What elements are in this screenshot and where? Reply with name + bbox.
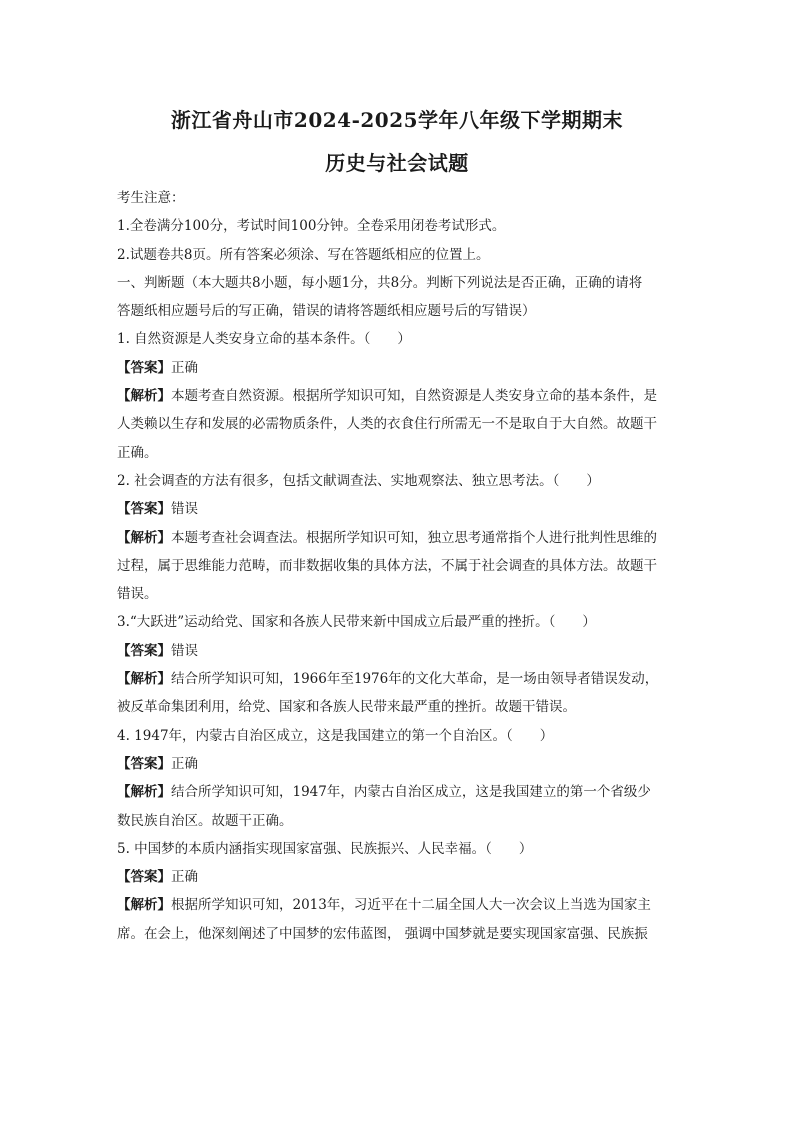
answer-tag: 【答案】 [117,359,171,376]
question-text: 4. 1947年，内蒙古自治区成立，这是我国建立的第一个自治区。（ ） [117,727,554,744]
analysis-line: 过程，属于思维能力范畴，而非数据收集的具体方法，不属于社会调查的具体方法。故题干 [117,557,657,574]
document-subtitle: 历史与社会试题 [325,151,469,175]
analysis-line: 人类赖以生存和发展的必需物质条件，人类的衣食住行所需无一不是取自于大自然。故题干 [117,416,657,433]
answer-line [117,863,682,891]
question-text: 2. 社会调查的方法有很多，包括文献调查法、实地观察法、独立思考法。（ ） [117,472,600,489]
analysis-line [117,778,682,806]
analysis-text: 本题考查自然资源。根据所学知识可知，自然资源是人类安身立命的基本条件，是 [171,388,657,405]
analysis-tag: 【解析】 [117,388,171,405]
analysis-tag: 【解析】 [117,529,171,546]
analysis-line [117,891,682,919]
answer-tag: 【答案】 [117,501,171,518]
notice-heading: 考生注意： [117,190,185,206]
analysis-line: 席。在会上，他深刻阐述了中国梦的宏伟蓝图， 强调中国梦就是要实现国家富强、民族振 [117,925,648,942]
question-block [117,835,682,948]
analysis-line [117,665,682,693]
answer-value: 正确 [171,359,198,376]
analysis-tag: 【解析】 [117,897,171,914]
question-block [117,467,682,608]
answer-tag: 【答案】 [117,642,171,659]
question-block [117,722,682,835]
analysis-line: 被反革命集团利用，给党、国家和各族人民带来最严重的挫折。故题干错误。 [117,699,576,716]
document-body [117,184,682,948]
answer-line [117,354,682,382]
notice-item-1: 1.全卷满分100分，考试时间100分钟。全卷采用闭卷考试形式。 [117,218,506,235]
analysis-line [117,524,682,552]
answer-value: 错误 [171,501,198,518]
question-block [117,325,682,466]
answer-tag: 【答案】 [117,755,171,772]
question-text: 5. 中国梦的本质内涵指实现国家富强、民族振兴、人民幸福。（ ） [117,840,533,857]
analysis-line: 错误。 [117,586,158,603]
analysis-text: 结合所学知识可知，1966年至1976年的文化大革命，是一场由领导者错误发动， [171,671,659,688]
analysis-line: 正确。 [117,444,158,461]
section-instruction-line2: 答题纸相应题号后的写正确，错误的请将答题纸相应题号后的写错误） [117,303,536,320]
answer-line [117,637,682,665]
answer-value: 正确 [171,755,198,772]
section-instruction-line1: 一、判断题（本大题共8小题，每小题1分，共8分。判断下列说法是否正确，正确的请将 [117,274,643,291]
answer-tag: 【答案】 [117,869,171,886]
notice-item-2: 2.试题卷共8页。所有答案必须涂、写在答题纸相应的位置上。 [117,246,490,263]
question-block [117,608,682,721]
analysis-text: 根据所学知识可知，2013年，习近平在十二届全国人大一次会议上当选为国家主 [171,897,651,914]
analysis-line [117,382,682,410]
document-title: 浙江省舟山市2024-2025学年八年级下学期期末 [170,108,624,132]
analysis-tag: 【解析】 [117,671,171,688]
answer-value: 正确 [171,869,198,886]
analysis-text: 本题考查社会调查法。根据所学知识可知，独立思考通常指个人进行批判性思维的 [171,529,657,546]
question-text: 3.“大跃进”运动给党、国家和各族人民带来新中国成立后最严重的挫折。（ ） [117,614,596,631]
answer-value: 错误 [171,642,198,659]
analysis-tag: 【解析】 [117,784,171,801]
analysis-line: 数民族自治区。故题干正确。 [117,812,293,829]
question-text: 1. 自然资源是人类安身立命的基本条件。（ ） [117,331,411,348]
answer-line [117,750,682,778]
answer-line [117,495,682,523]
analysis-text: 结合所学知识可知，1947年，内蒙古自治区成立，这是我国建立的第一个省级少 [171,784,651,801]
